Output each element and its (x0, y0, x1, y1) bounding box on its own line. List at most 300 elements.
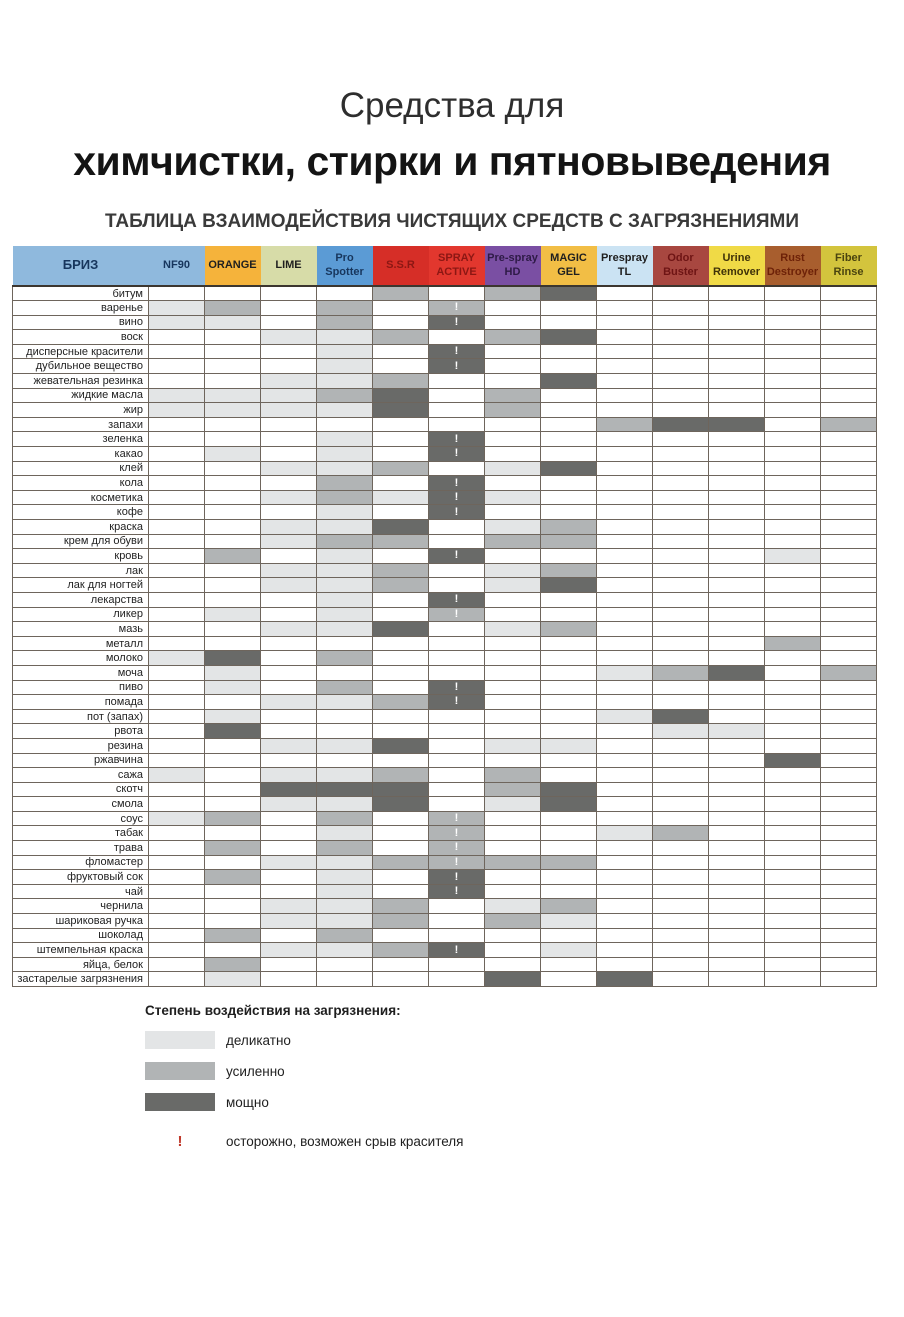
table-cell (485, 330, 541, 345)
table-row (13, 928, 877, 943)
table-cell (597, 301, 653, 316)
table-cell (765, 651, 821, 666)
table-row (13, 724, 877, 739)
table-cell (765, 286, 821, 301)
table-cell (653, 432, 709, 447)
table-cell (821, 315, 877, 330)
table-cell (709, 315, 765, 330)
table-row (13, 490, 877, 505)
table-cell (653, 447, 709, 462)
table-cell: ! (429, 943, 485, 958)
table-cell (261, 461, 317, 476)
table-cell (373, 680, 429, 695)
table-row (13, 315, 877, 330)
table-cell (317, 534, 373, 549)
table-cell (597, 957, 653, 972)
table-cell (709, 957, 765, 972)
table-cell (653, 490, 709, 505)
table-cell (765, 855, 821, 870)
table-cell (765, 432, 821, 447)
column-header: ORANGE (205, 246, 261, 286)
table-cell (821, 709, 877, 724)
legend-swatch (145, 1093, 215, 1111)
table-cell (709, 753, 765, 768)
table-row (13, 447, 877, 462)
table-cell (317, 505, 373, 520)
table-cell (541, 490, 597, 505)
row-label: скотч (13, 782, 149, 797)
table-cell (709, 665, 765, 680)
table-cell (485, 388, 541, 403)
row-label: кола (13, 476, 149, 491)
table-cell (597, 549, 653, 564)
table-cell (597, 359, 653, 374)
table-cell (261, 738, 317, 753)
table-cell: ! (429, 870, 485, 885)
table-cell (765, 490, 821, 505)
table-cell (709, 884, 765, 899)
row-label: сажа (13, 768, 149, 783)
table-row (13, 330, 877, 345)
table-cell (373, 388, 429, 403)
table-cell (653, 286, 709, 301)
table-cell (765, 709, 821, 724)
table-cell (149, 884, 205, 899)
table-cell (149, 417, 205, 432)
table-cell (597, 811, 653, 826)
table-cell (373, 957, 429, 972)
table-cell (541, 301, 597, 316)
table-cell (653, 505, 709, 520)
legend-item (145, 1062, 904, 1080)
table-cell (653, 665, 709, 680)
table-cell (485, 461, 541, 476)
table-row (13, 709, 877, 724)
table-cell (373, 403, 429, 418)
table-cell (653, 607, 709, 622)
table-cell (765, 359, 821, 374)
table-cell (597, 695, 653, 710)
table-cell (653, 782, 709, 797)
table-row (13, 607, 877, 622)
table-cell (261, 344, 317, 359)
corner-header-brand: БРИЗ (13, 246, 149, 286)
legend-swatch (145, 1062, 215, 1080)
table-cell (821, 724, 877, 739)
table-cell (317, 388, 373, 403)
row-label: рвота (13, 724, 149, 739)
table-cell (597, 782, 653, 797)
table-cell (261, 680, 317, 695)
table-cell (317, 622, 373, 637)
table-cell (597, 928, 653, 943)
table-cell (261, 476, 317, 491)
table-cell (541, 680, 597, 695)
table-cell (149, 782, 205, 797)
table-cell (373, 417, 429, 432)
table-cell (821, 592, 877, 607)
table-cell (205, 972, 261, 987)
table-cell (429, 899, 485, 914)
table-cell (317, 826, 373, 841)
table-cell (597, 972, 653, 987)
table-cell (765, 301, 821, 316)
table-cell (709, 972, 765, 987)
table-cell (485, 651, 541, 666)
table-cell (765, 592, 821, 607)
table-cell (317, 928, 373, 943)
table-cell (205, 315, 261, 330)
table-cell (821, 768, 877, 783)
table-cell (261, 490, 317, 505)
table-cell (373, 811, 429, 826)
table-cell (485, 738, 541, 753)
table-row (13, 695, 877, 710)
table-cell (597, 461, 653, 476)
table-cell (541, 359, 597, 374)
table-cell (205, 330, 261, 345)
table-cell: ! (429, 301, 485, 316)
table-cell (653, 826, 709, 841)
row-label: застарелые загрязнения (13, 972, 149, 987)
table-cell (205, 578, 261, 593)
row-label: крем для обуви (13, 534, 149, 549)
table-cell (485, 520, 541, 535)
table-cell (149, 520, 205, 535)
table-cell (485, 841, 541, 856)
table-cell (261, 359, 317, 374)
table-row (13, 461, 877, 476)
table-cell (653, 403, 709, 418)
table-cell (541, 899, 597, 914)
row-label: дубильное вещество (13, 359, 149, 374)
table-cell (205, 520, 261, 535)
table-cell (821, 330, 877, 345)
row-label: фруктовый сок (13, 870, 149, 885)
row-label: трава (13, 841, 149, 856)
table-row (13, 680, 877, 695)
table-cell (485, 549, 541, 564)
table-cell (597, 578, 653, 593)
table-cell (317, 738, 373, 753)
table-cell (485, 665, 541, 680)
table-cell (709, 330, 765, 345)
table-cell (597, 797, 653, 812)
table-cell (541, 476, 597, 491)
table-cell (317, 607, 373, 622)
table-cell (597, 286, 653, 301)
table-cell (485, 709, 541, 724)
table-cell (597, 870, 653, 885)
table-cell (373, 344, 429, 359)
table-cell: ! (429, 315, 485, 330)
table-cell (373, 490, 429, 505)
table-cell (709, 476, 765, 491)
table-cell (709, 928, 765, 943)
table-cell (373, 665, 429, 680)
table-row (13, 403, 877, 418)
table-cell (485, 359, 541, 374)
table-row (13, 476, 877, 491)
table-cell (821, 899, 877, 914)
table-row (13, 957, 877, 972)
table-cell (373, 359, 429, 374)
table-cell (765, 811, 821, 826)
table-cell (149, 841, 205, 856)
row-label: шариковая ручка (13, 914, 149, 929)
table-cell (821, 957, 877, 972)
table-cell (261, 899, 317, 914)
table-cell (149, 607, 205, 622)
table-cell (261, 563, 317, 578)
table-cell (317, 592, 373, 607)
table-cell (429, 534, 485, 549)
table-cell (149, 651, 205, 666)
table-cell (485, 943, 541, 958)
table-cell (205, 417, 261, 432)
table-cell (821, 811, 877, 826)
table-cell (653, 520, 709, 535)
table-cell (205, 855, 261, 870)
table-cell (149, 359, 205, 374)
table-cell (709, 520, 765, 535)
table-row (13, 855, 877, 870)
row-label: фломастер (13, 855, 149, 870)
table-cell (485, 344, 541, 359)
table-cell (205, 899, 261, 914)
table-cell: ! (429, 695, 485, 710)
table-cell (429, 286, 485, 301)
page (0, 86, 904, 1150)
table-cell (541, 709, 597, 724)
row-label: вино (13, 315, 149, 330)
table-cell (765, 826, 821, 841)
table-cell (373, 286, 429, 301)
table-cell (653, 680, 709, 695)
row-label: воск (13, 330, 149, 345)
table-cell (709, 651, 765, 666)
table-cell (709, 841, 765, 856)
column-header: Urine Remover (709, 246, 765, 286)
row-label: запахи (13, 417, 149, 432)
table-row (13, 972, 877, 987)
table-cell (149, 505, 205, 520)
table-cell (149, 972, 205, 987)
table-cell (653, 592, 709, 607)
table-cell (205, 476, 261, 491)
table-cell (821, 636, 877, 651)
table-cell (485, 724, 541, 739)
table-row (13, 432, 877, 447)
table-cell (821, 914, 877, 929)
table-cell (765, 447, 821, 462)
legend (145, 1003, 904, 1150)
table-cell (765, 374, 821, 389)
table-cell (653, 709, 709, 724)
table-cell (261, 403, 317, 418)
table-cell (653, 884, 709, 899)
table-row (13, 505, 877, 520)
table-cell (261, 417, 317, 432)
table-cell (765, 344, 821, 359)
table-cell (765, 315, 821, 330)
table-cell (653, 388, 709, 403)
table-cell (485, 928, 541, 943)
table-cell (261, 811, 317, 826)
table-row (13, 417, 877, 432)
table-cell (317, 476, 373, 491)
table-cell (261, 943, 317, 958)
table-cell (653, 374, 709, 389)
table-cell: ! (429, 826, 485, 841)
table-cell (765, 549, 821, 564)
table-cell (317, 899, 373, 914)
table-cell (317, 870, 373, 885)
table-cell (709, 855, 765, 870)
table-cell (541, 943, 597, 958)
table-cell (261, 884, 317, 899)
table-cell (541, 520, 597, 535)
table-cell (261, 388, 317, 403)
table-row (13, 344, 877, 359)
row-label: кофе (13, 505, 149, 520)
table-cell (821, 563, 877, 578)
table-cell (821, 884, 877, 899)
table-cell (821, 301, 877, 316)
table-cell (653, 738, 709, 753)
table-cell (485, 957, 541, 972)
table-cell (821, 447, 877, 462)
table-cell (429, 388, 485, 403)
table-cell (709, 607, 765, 622)
row-label: смола (13, 797, 149, 812)
table-cell (317, 972, 373, 987)
legend-heading: Степень воздействия на загрязнения: (145, 1003, 401, 1018)
table-cell: ! (429, 841, 485, 856)
table-cell: ! (429, 359, 485, 374)
table-cell (205, 359, 261, 374)
table-row (13, 811, 877, 826)
table-cell (373, 374, 429, 389)
table-cell (821, 432, 877, 447)
table-cell (653, 928, 709, 943)
table-cell (541, 447, 597, 462)
table-cell (373, 636, 429, 651)
row-label: жидкие масла (13, 388, 149, 403)
table-cell (149, 301, 205, 316)
table-cell (653, 943, 709, 958)
row-label: битум (13, 286, 149, 301)
table-cell (149, 636, 205, 651)
table-cell (205, 592, 261, 607)
table-cell (205, 461, 261, 476)
table-cell (485, 578, 541, 593)
table-cell (149, 592, 205, 607)
table-cell (261, 636, 317, 651)
table-cell (205, 841, 261, 856)
table-cell (149, 388, 205, 403)
table-cell (597, 899, 653, 914)
table-row (13, 914, 877, 929)
table-cell (205, 534, 261, 549)
table-cell (653, 461, 709, 476)
table-cell (821, 782, 877, 797)
table-cell (709, 388, 765, 403)
row-label: мазь (13, 622, 149, 637)
table-cell (709, 943, 765, 958)
table-cell (541, 388, 597, 403)
table-cell (373, 972, 429, 987)
table-cell (429, 753, 485, 768)
table-cell (373, 330, 429, 345)
table-cell: ! (429, 447, 485, 462)
table-cell (205, 549, 261, 564)
table-cell (821, 520, 877, 535)
table-cell (653, 870, 709, 885)
table-cell (821, 797, 877, 812)
table-cell (541, 695, 597, 710)
table-cell (261, 651, 317, 666)
table-cell (485, 403, 541, 418)
table-cell (149, 928, 205, 943)
table-cell (765, 782, 821, 797)
column-header: SPRAY ACTIVE (429, 246, 485, 286)
table-cell (373, 622, 429, 637)
legend-item (145, 1093, 904, 1111)
row-label: варенье (13, 301, 149, 316)
column-header: MAGIC GEL (541, 246, 597, 286)
table-cell (149, 753, 205, 768)
table-cell (541, 724, 597, 739)
table-row (13, 753, 877, 768)
table-cell (653, 841, 709, 856)
legend-warning-label: осторожно, возможен срыв красителя (226, 1134, 464, 1149)
table-cell (373, 855, 429, 870)
table-cell (541, 578, 597, 593)
table-cell (597, 651, 653, 666)
table-cell (541, 797, 597, 812)
table-cell (429, 461, 485, 476)
table-cell (317, 432, 373, 447)
table-cell (205, 695, 261, 710)
table-cell (597, 592, 653, 607)
table-cell (653, 301, 709, 316)
table-cell (261, 841, 317, 856)
table-row (13, 563, 877, 578)
row-label: лак для ногтей (13, 578, 149, 593)
column-header: Odor Buster (653, 246, 709, 286)
page-title-line-2: химчистки, стирки и пятновыведения (73, 138, 831, 184)
legend-item-label: деликатно (226, 1032, 291, 1048)
table-cell (709, 432, 765, 447)
table-cell (821, 972, 877, 987)
table-cell (373, 520, 429, 535)
row-label: жир (13, 403, 149, 418)
table-cell (373, 709, 429, 724)
table-cell (541, 665, 597, 680)
table-cell (597, 505, 653, 520)
table-cell (709, 301, 765, 316)
table-cell (149, 534, 205, 549)
table-cell (541, 914, 597, 929)
table-cell (373, 578, 429, 593)
table-cell (149, 811, 205, 826)
table-cell (373, 928, 429, 943)
table-row (13, 549, 877, 564)
table-cell (373, 826, 429, 841)
table-cell (261, 709, 317, 724)
table-cell (541, 972, 597, 987)
